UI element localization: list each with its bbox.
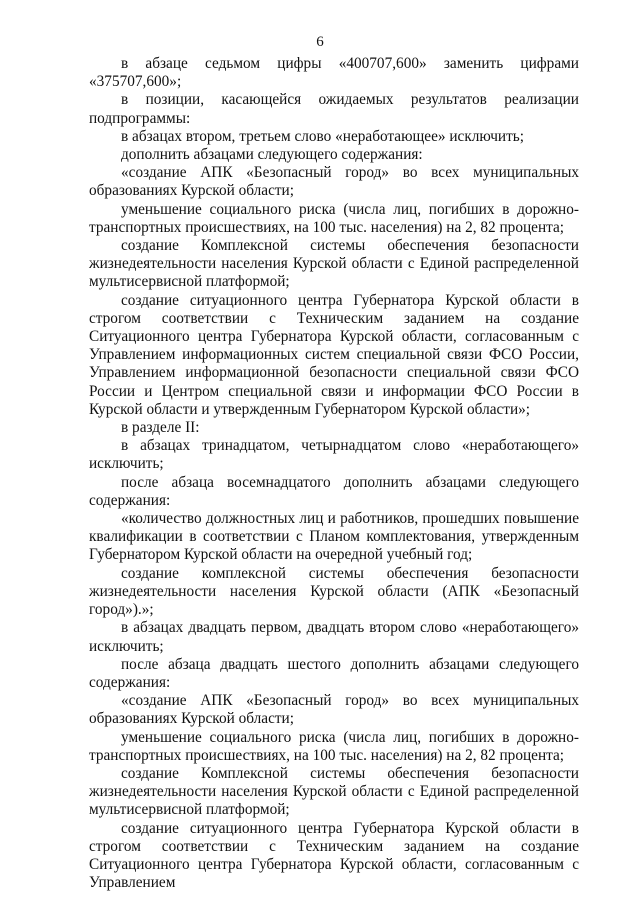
page-number: 6 (316, 34, 324, 50)
paragraph: уменьшение социального риска (числа лиц, погибших в дорожно-транспортных происшествиях, на 100 тыс. населения) на 2, 82 процента; (89, 728, 579, 764)
paragraph: создание Комплексной системы обеспечения безопасности жизнедеятельности населения Курской области с Единой распределенной мультисервисной платформой; (89, 237, 579, 291)
paragraph: «количество должностных лиц и работников, прошедших повышение квалификации в соответствии с Планом комплектования, утвержденным Губернатором Курской области на очередной учебный год; (89, 510, 579, 564)
paragraph: после абзаца восемнадцатого дополнить абзацами следующего содержания: (89, 473, 579, 509)
paragraph: в абзацах двадцать первом, двадцать втором слово «неработающего» исключить; (89, 619, 579, 655)
paragraph: в абзаце седьмом цифры «400707,600» заменить цифрами «375707,600»; (89, 55, 579, 91)
paragraph: создание Комплексной системы обеспечения безопасности жизнедеятельности населения Курской области с Единой распределенной мультисервисной платформой; (89, 764, 579, 819)
paragraph: создание ситуационного центра Губернатора Курской области в строгом соответствии с Техническим заданием на создание Ситуационного центра Губернатора Курской области, согласованным с Управлением информационных систем специальной связи ФСО России, Управлением информационной безопасности специальной связи ФСО России и Центром специальной связи и информации ФСО России в Курской области и утвержденным Губернатором Курской области»; (89, 291, 579, 418)
paragraph: «создание АПК «Безопасный город» во всех муниципальных образованиях Курской области; (89, 164, 579, 200)
paragraph: дополнить абзацами следующего содержания: (121, 146, 423, 164)
paragraph: создание комплексной системы обеспечения безопасности жизнедеятельности населения Курской области (АПК «Безопасный город»).»; (89, 564, 579, 619)
paragraph: после абзаца двадцать шестого дополнить абзацами следующего содержания: (89, 655, 579, 691)
paragraph: уменьшение социального риска (числа лиц, погибших в дорожно-транспортных происшествиях, на 100 тыс. населения) на 2, 82 процента; (89, 200, 579, 236)
paragraph: в позиции, касающейся ожидаемых результатов реализации подпрограммы: (89, 91, 579, 127)
document-body (89, 55, 579, 892)
paragraph: в разделе II: (121, 419, 200, 437)
paragraph: создание ситуационного центра Губернатора Курской области в строгом соответствии с Техническим заданием на создание Ситуационного центра Губернатора Курской области, согласованным с Управлением (89, 819, 579, 892)
paragraph: «создание АПК «Безопасный город» во всех муниципальных образованиях Курской области; (89, 692, 579, 728)
paragraph: в абзацах тринадцатом, четырнадцатом слово «неработающего» исключить; (89, 437, 579, 473)
paragraph: в абзацах втором, третьем слово «неработающее» исключить; (121, 127, 525, 145)
